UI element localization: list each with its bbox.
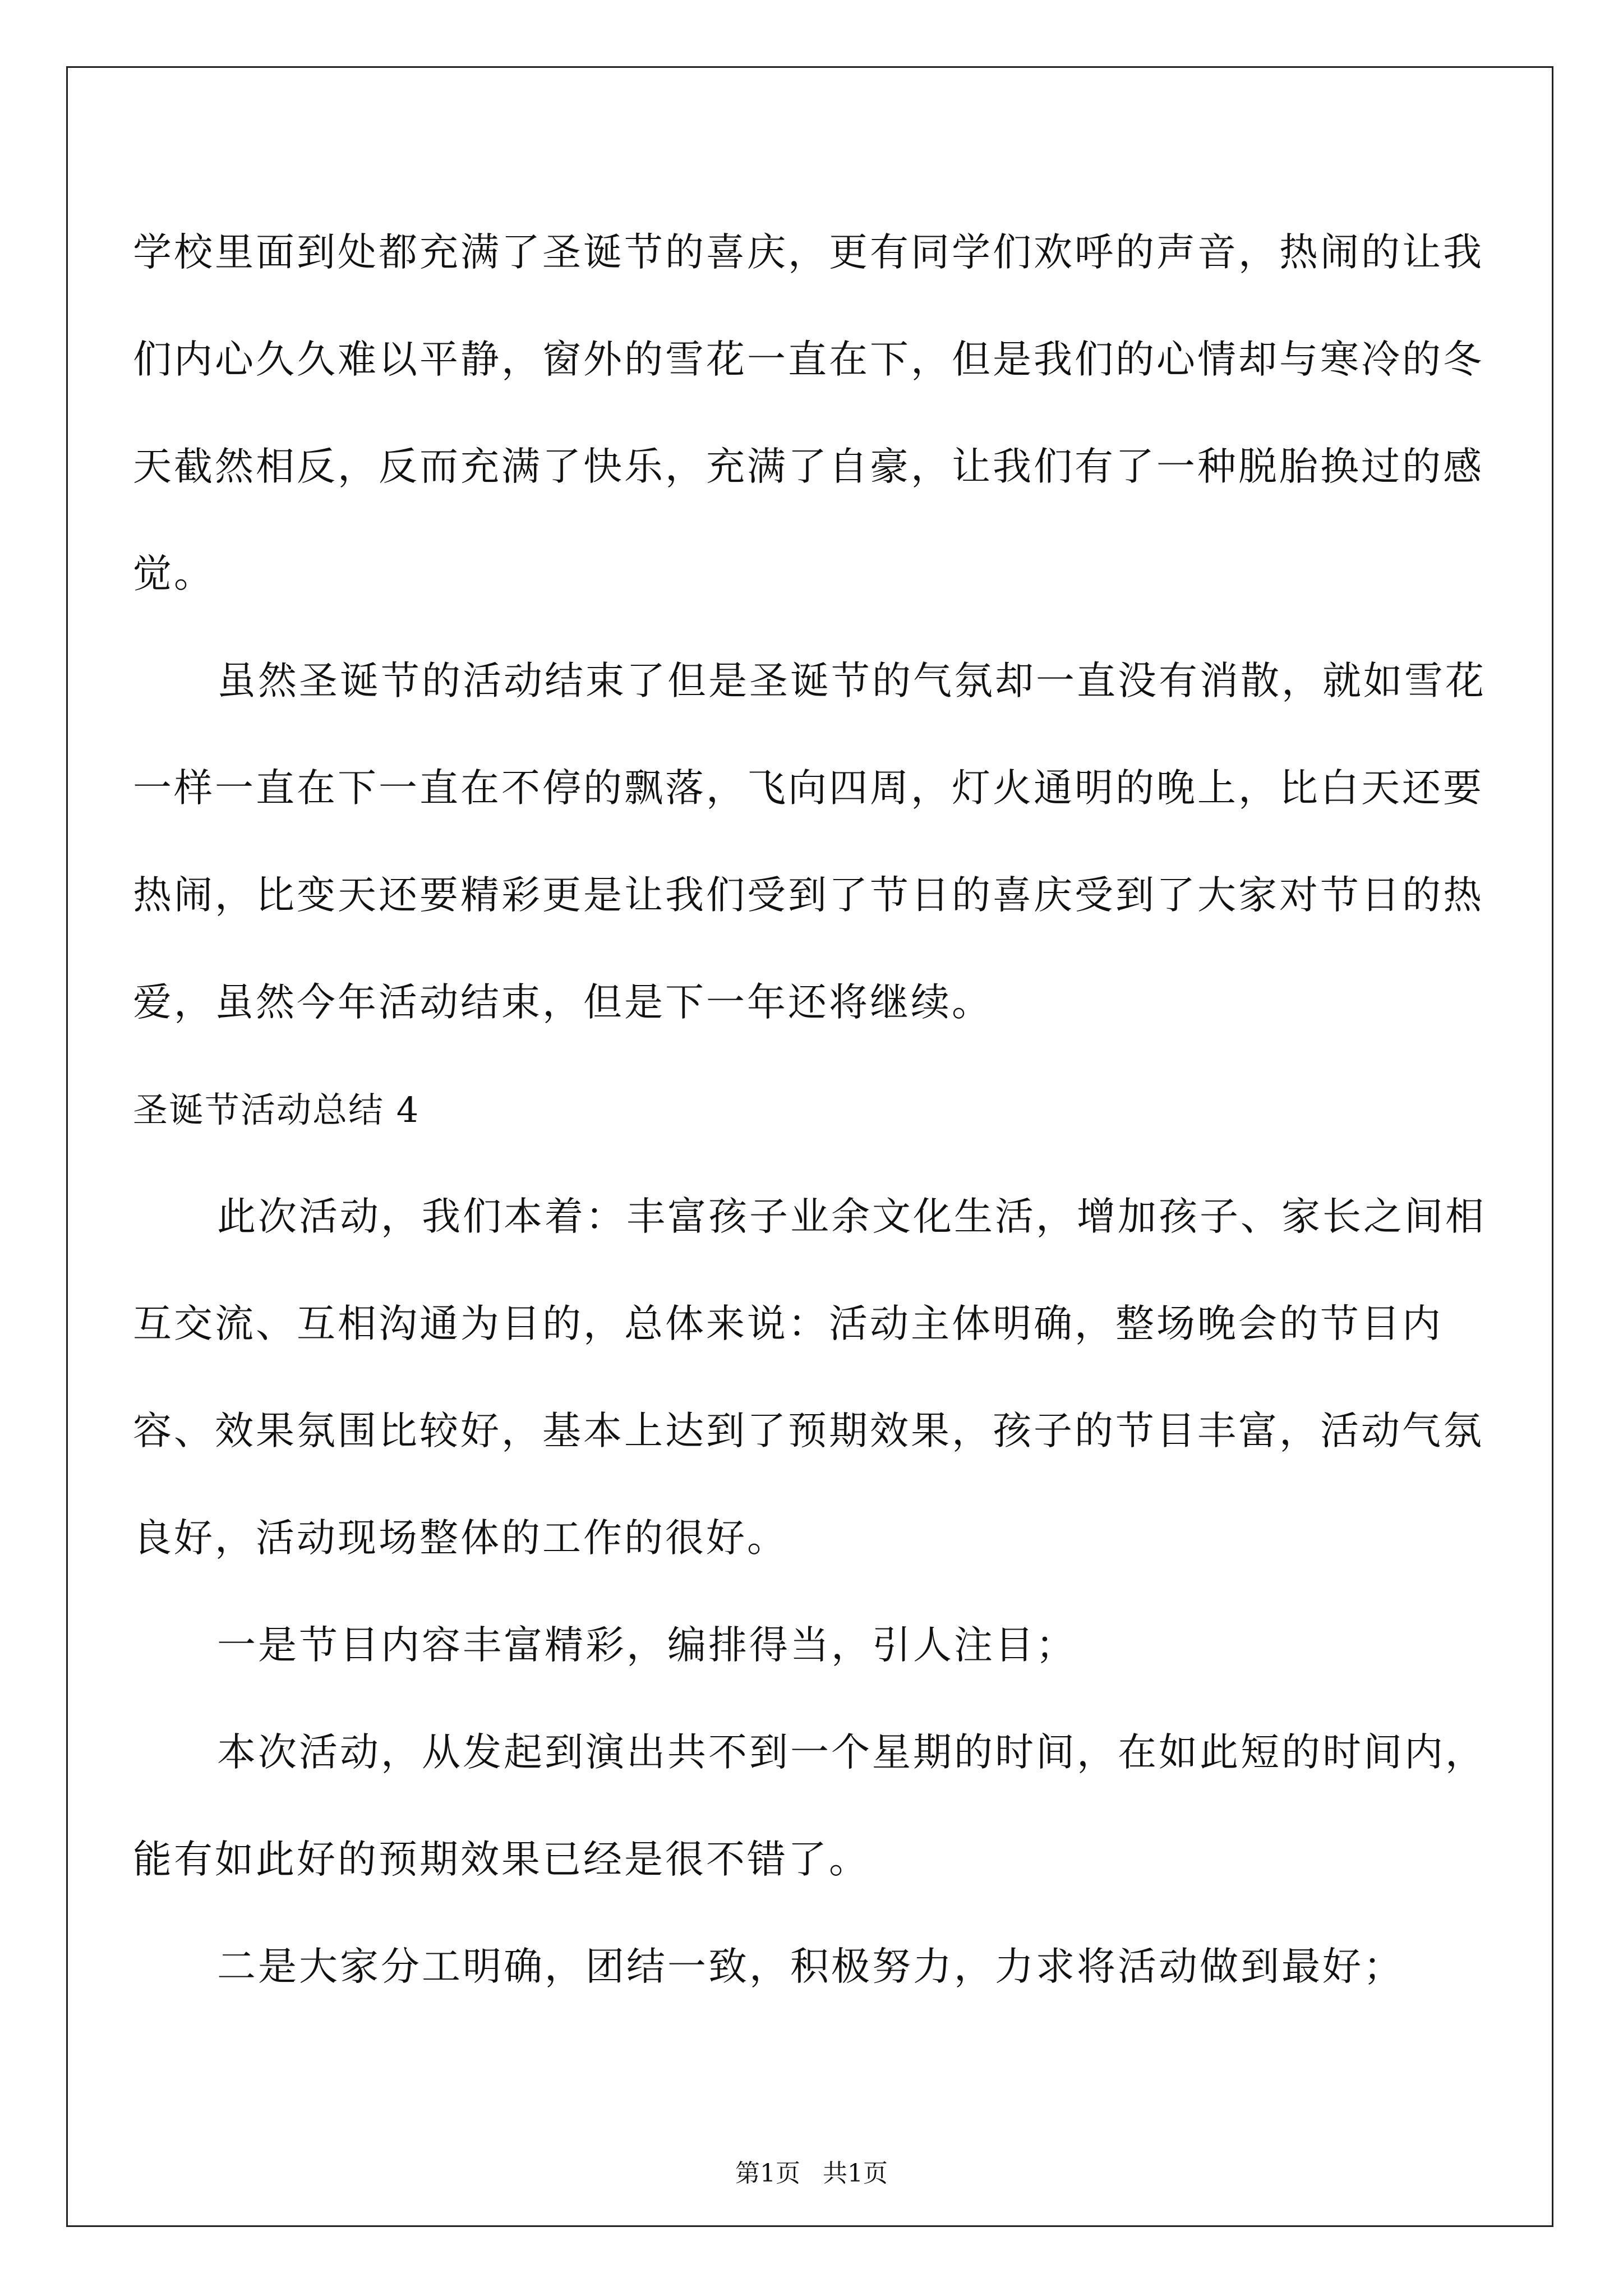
- section-heading: 圣诞节活动总结 4: [133, 1089, 420, 1130]
- paragraph-6: 二是大家分工明确，团结一致，积极努力，力求将活动做到最好；: [217, 1944, 1404, 1989]
- paragraph-4: 一是节目内容丰富精彩，编排得当，引人注目；: [217, 1623, 1077, 1668]
- paragraph-2: 虽然圣诞节的活动结束了但是圣诞节的气氛却一直没有消散，就如雪花一样一直在下一直在不停的飘落，飞向四周，灯火通明的晚上，比白天还要热闹，比变天还要精彩更是让我们受到了节日的喜庆受到了大家对节日的热爱，虽然今年活动结束，但是下一年还将继续。: [133, 659, 1486, 1025]
- paragraph-3: 此次活动，我们本着：丰富孩子业余文化生活，增加孩子、家长之间相互交流、互相沟通为目的，总体来说：活动主体明确，整场晚会的节目内容、效果氛围比较好，基本上达到了预期效果，孩子的节目丰富，活动气氛良好，活动现场整体的工作的很好。: [133, 1194, 1486, 1561]
- paragraph-5: 本次活动，从发起到演出共不到一个星期的时间，在如此短的时间内，能有如此好的预期效果已经是很不错了。: [133, 1730, 1486, 1882]
- page-footer: [0, 2157, 1623, 2191]
- page-total: 共1页: [823, 2159, 888, 2188]
- page-number: 第1页: [735, 2159, 800, 2188]
- paragraph-1: 学校里面到处都充满了圣诞节的喜庆，更有同学们欢呼的声音，热闹的让我们内心久久难以平静，窗外的雪花一直在下，但是我们的心情却与寒冷的冬天截然相反，反而充满了快乐，充满了自豪，让我们有了一种脱胎换过的感觉。: [133, 230, 1484, 596]
- document-body: [133, 199, 1492, 2021]
